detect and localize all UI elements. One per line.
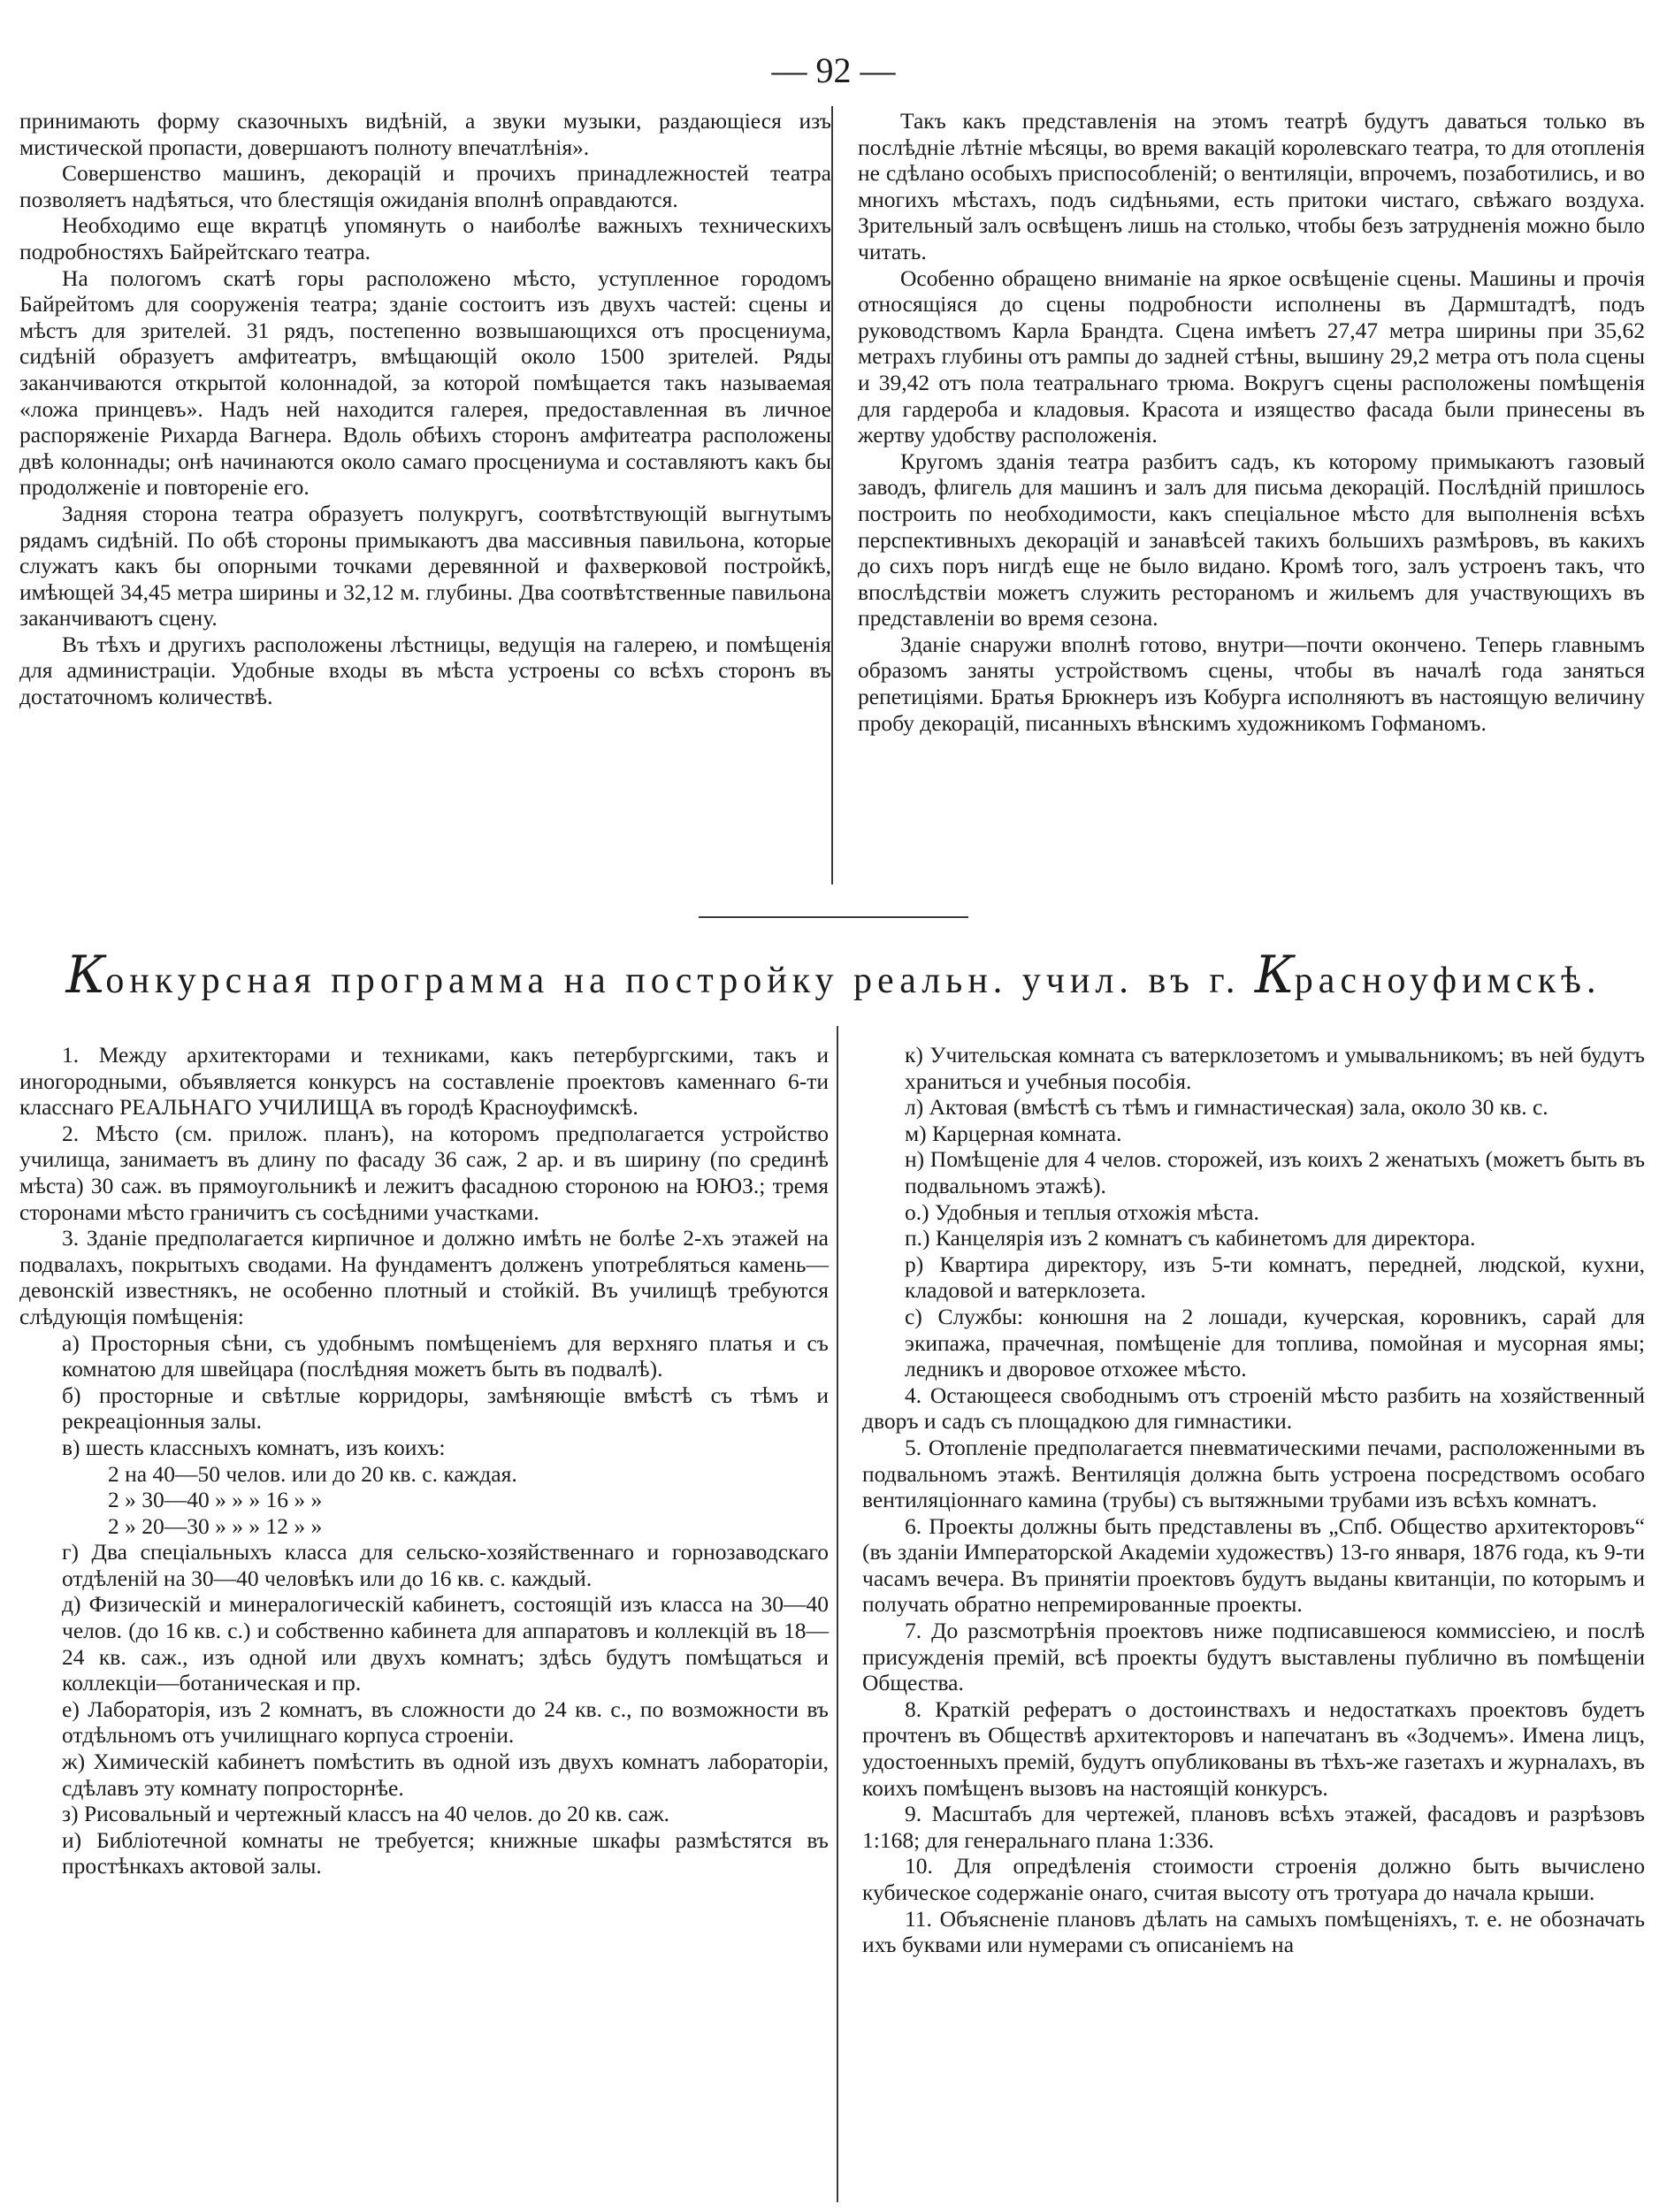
list-item: б) просторные и свѣтлые корридоры, замѣняющіе вмѣстѣ съ тѣмъ и рекреаціонныя залы. <box>62 1382 829 1435</box>
list-subitem: 2 » 30—40 » » » 16 » » <box>108 1487 323 1513</box>
section-divider <box>699 916 968 918</box>
list-item: 6. Проекты должны быть представлены въ „Спб. Общество архитекторовъ“ (въ зданіи Императорской Академіи художествъ) 13-го января, 1876 года, къ 9-ти часамъ вечера. Въ принятіи проектовъ будутъ выданы квитанціи, по которымъ и получать обратно непремированные проекты. <box>862 1512 1645 1618</box>
list-item: о.) Удобныя и теплыя отхожія мѣста. <box>905 1198 1259 1225</box>
section-heading <box>18 945 1649 1005</box>
heading-text: онкурсная программа на постройку реальн. учил. въ г. <box>105 961 1255 1001</box>
list-item: в) шесть классныхъ комнатъ, изъ коихъ: <box>62 1434 446 1460</box>
paragraph: На пологомъ скатѣ горы расположено мѣсто, уступленное городомъ Байрейтомъ для сооруженія театра; зданіе состоитъ изъ двухъ частей: сцены и мѣстъ для зрителей. 31 рядъ, постепенно возвышающихся отъ просцениума, сидѣній образуетъ амфитеатръ, вмѣщающій около 1500 зрителей. Ряды заканчиваются открытой колоннадой, за которой помѣщается такъ называемая «ложа принцевъ». Надъ ней находится галерея, предоставленная въ личное распоряженіе Рихарда Вагнера. Вдоль обѣихъ сторонъ амфитеатра расположены двѣ колоннады; онѣ начинаются около самаго просцениума и составляютъ какъ бы продолженіе и повтореніе его. <box>19 264 831 501</box>
list-item: е) Лабораторія, изъ 2 комнатъ, въ сложности до 24 кв. с., по возможности въ отдѣльномъ отъ училищнаго корпуса строеніи. <box>62 1695 829 1749</box>
heading-initial: К <box>65 945 106 1005</box>
top-left-column <box>19 108 831 710</box>
list-item: л) Актовая (вмѣстѣ съ тѣмъ и гимнастическая) зала, около 30 кв. с. <box>905 1094 1548 1121</box>
list-item: 10. Для опредѣленія стоимости строенія должно быть вычислено кубическое содержаніе онаго, считая высоту отъ тротуара до начала крыши. <box>862 1853 1645 1905</box>
list-item: 2. Мѣсто (см. прилож. планъ), на которомъ предполагается устройство училища, занимаетъ въ длину по фасаду 36 саж, 2 ар. и въ ширину (по срединѣ мѣста) 30 саж. въ прямоугольникѣ и лежитъ фасадною стороною на ЮЮЗ.; тремя сторонами мѣсто граничитъ съ сосѣдними участками. <box>19 1120 829 1225</box>
list-item: д) Физическій и минералогическій кабинетъ, состоящій изъ класса на 30—40 челов. (до 16 кв. с.) и собственно кабинета для аппаратовъ и коллекцій въ 18—24 кв. саж., изъ одной или двухъ комнатъ; здѣсь будутъ помѣщаться и коллекціи—ботаническая и пр. <box>62 1591 829 1696</box>
paragraph: Задняя сторона театра образуетъ полукругъ, соотвѣтствующій выгнутымъ рядамъ сидѣній. По обѣ стороны примыкаютъ два массивныя павильона, которые служатъ какъ бы опорными точками деревянной и фахверковой постройкѣ, имѣющей 34,45 метра ширины и 32,12 м. глубины. Два соотвѣтственные павильона заканчиваютъ сцену. <box>19 500 831 631</box>
list-item: з) Рисовальный и чертежный классъ на 40 челов. до 20 кв. саж. <box>62 1801 670 1827</box>
heading-text: расноуфимскѣ. <box>1294 961 1602 1001</box>
paragraph: Зданіе снаружи вполнѣ готово, внутри—почти окончено. Теперь главнымъ образомъ заняты устройствомъ сцены, чтобы въ началѣ года заняться репетиціями. Братья Брюкнеръ изъ Кобурга исполняютъ въ настоящую величину пробу декорацій, писанныхъ вѣнскимъ художникомъ Гофманомъ. <box>858 631 1645 736</box>
list-item: 11. Объясненіе плановъ дѣлать на самыхъ помѣщеніяхъ, т. е. не обозначать ихъ буквами или нумерами съ описаніемъ на <box>862 1905 1645 1958</box>
column-divider <box>831 106 833 884</box>
list-item: 3. Зданіе предполагается кирпичное и должно имѣть не болѣе 2-хъ этажей на подвалахъ, покрытыхъ сводами. На фундаментъ долженъ употребляться камень—девонскій известнякъ, не особенно плотный и стойкій. Въ училищѣ требуются слѣдующія помѣщенія: <box>19 1225 829 1329</box>
top-right-column <box>858 108 1645 736</box>
heading-initial: К <box>1254 945 1295 1005</box>
list-item: м) Карцерная комната. <box>905 1120 1122 1146</box>
paragraph: Особенно обращено вниманіе на яркое освѣщеніе сцены. Машины и прочія относящіяся до сцены подробности исполнены въ Дармштадтѣ, подъ руководствомъ Карла Брандта. Сцена имѣетъ 27,47 метра ширины при 35,62 метрахъ глубины отъ рампы до задней стѣны, вышину 29,2 метра отъ пола сцены и 39,42 отъ пола театральнаго трюма. Вокругъ сцены расположены помѣщенія для гардероба и кладовыя. Красота и изящество фасада были принесены въ жертву удобству расположенія. <box>858 264 1645 448</box>
column-divider <box>837 1026 838 2202</box>
list-item: г) Два спеціальныхъ класса для сельско-хозяйственнаго и горнозаводскаго отдѣленій на 30—40 человѣкъ или до 16 кв. с. каждый. <box>62 1539 829 1591</box>
list-item: н) Помѣщеніе для 4 челов. сторожей, изъ коихъ 2 женатыхъ (можетъ быть въ подвальномъ этажѣ). <box>905 1146 1645 1198</box>
bottom-right-column <box>862 1042 1645 1958</box>
paragraph: Въ тѣхъ и другихъ расположены лѣстницы, ведущія на галерею, и помѣщенія для администраціи. Удобные входы въ мѣста устроены со всѣхъ сторонъ въ достаточномъ количествѣ. <box>19 631 831 710</box>
paragraph: Необходимо еще вкратцѣ упомянуть о наиболѣе важныхъ техническихъ подробностяхъ Байрейтскаго театра. <box>19 212 831 264</box>
paragraph: Кругомъ зданія театра разбитъ садъ, къ которому примыкаютъ газовый заводъ, флигель для машинъ и залъ для письма декорацій. Послѣдній пришлось построить по необходимости, какъ спеціальное мѣсто для выполненія всѣхъ перспективныхъ декорацій и занавѣсей такихъ большихъ размѣровъ, въ какихъ до сихъ поръ нигдѣ еще не было видано. Кромѣ того, залъ устроенъ такъ, что впослѣдствіи можетъ служить рестораномъ и жильемъ для участвующихъ въ представленіи во время сезона. <box>858 448 1645 631</box>
list-item: ж) Химическій кабинетъ помѣстить въ одной изъ двухъ комнатъ лабораторіи, сдѣлавъ эту комнату попросторнѣе. <box>62 1749 829 1801</box>
list-item: 1. Между архитекторами и техниками, какъ петербургскими, такъ и иногородными, объявляется конкурсъ на составленіе проектовъ каменнаго 6-ти класснаго РЕАЛЬНАГО УЧИЛИЩА въ городѣ Красноуфимскѣ. <box>19 1042 829 1121</box>
paragraph: Такъ какъ представленія на этомъ театрѣ будутъ даваться только въ послѣдніе лѣтніе мѣсяцы, во время вакацій королевскаго театра, то для отопленія не сдѣлано особыхъ приспособленій; о вентиляціи, впрочемъ, позаботились, и во многихъ мѣстахъ, подъ сидѣньями, есть притоки чистаго, свѣжаго воздуха. Зрительный залъ освѣщенъ лишь на столько, чтобы безъ затрудненія можно было читать. <box>858 108 1645 264</box>
paragraph: принимають форму сказочныхъ видѣній, а звуки музыки, раздающіеся изъ мистической пропасти, довершаютъ полноту впечатлѣнія». <box>19 108 831 160</box>
page-number: — 92 — <box>771 50 896 90</box>
list-item: п.) Канцелярія изъ 2 комнатъ съ кабинетомъ для директора. <box>905 1225 1476 1251</box>
list-item: р) Квартира директору, изъ 5-ти комнатъ, передней, людской, кухни, кладовой и ватерклозета. <box>905 1251 1645 1304</box>
list-item: а) Просторныя сѣни, съ удобнымъ помѣщеніемъ для верхняго платья и съ комнатою для швейцара (послѣдняя можетъ быть въ подвалѣ). <box>62 1329 829 1382</box>
list-item: к) Учительская комната съ ватерклозетомъ и умывальникомъ; въ ней будутъ храниться и учебныя пособія. <box>905 1042 1645 1094</box>
bottom-left-column <box>19 1042 829 1879</box>
list-item: и) Библіотечной комнаты не требуется; книжные шкафы размѣстятся въ простѣнкахъ актовой залы. <box>62 1826 829 1879</box>
paragraph: Совершенство машинъ, декорацій и прочихъ принадлежностей театра позволяетъ надѣяться, что блестящія ожиданія вполнѣ оправдаются. <box>19 160 831 212</box>
list-item: 7. До разсмотрѣнія проектовъ ниже подписавшеюся коммиссіею, и послѣ присужденія премій, всѣ проекты будутъ выставлены публично въ помѣщеніи Общества. <box>862 1618 1645 1696</box>
list-item: с) Службы: конюшня на 2 лошади, кучерская, коровникъ, сарай для экипажа, прачечная, помѣщеніе для топлива, помойная и мусорная ямы; ледникъ и дворовое отхожее мѣсто. <box>905 1303 1645 1382</box>
list-item: 9. Масштабъ для чертежей, плановъ всѣхъ этажей, фасадовъ и разрѣзовъ 1:168; для генеральнаго плана 1:336. <box>862 1801 1645 1853</box>
list-subitem: 2 на 40—50 челов. или до 20 кв. с. каждая. <box>108 1460 517 1487</box>
list-item: 4. Остающееся свободнымъ отъ строеній мѣсто разбить на хозяйственный дворъ и садъ съ площадкою для гимнастики. <box>862 1382 1645 1435</box>
list-item: 8. Краткій рефератъ о достоинствахъ и недостаткахъ проектовъ будетъ прочтенъ въ Обществѣ архитекторовъ и напечатанъ въ «Зодчемъ». Имена лицъ, удостоенныхъ премій, будутъ опубликованы въ тѣхъ-же газетахъ и журналахъ, въ коихъ помѣщенъ вызовъ на настоящій конкурсъ. <box>862 1695 1645 1801</box>
list-subitem: 2 » 20—30 » » » 12 » » <box>108 1512 323 1539</box>
list-item: 5. Отопленіе предполагается пневматическими печами, расположенными въ подвальномъ этажѣ. Вентиляція должна быть устроена посредствомъ особаго вентиляціоннаго камина (трубы) съ вытяжными трубами изъ всѣхъ комнатъ. <box>862 1434 1645 1513</box>
